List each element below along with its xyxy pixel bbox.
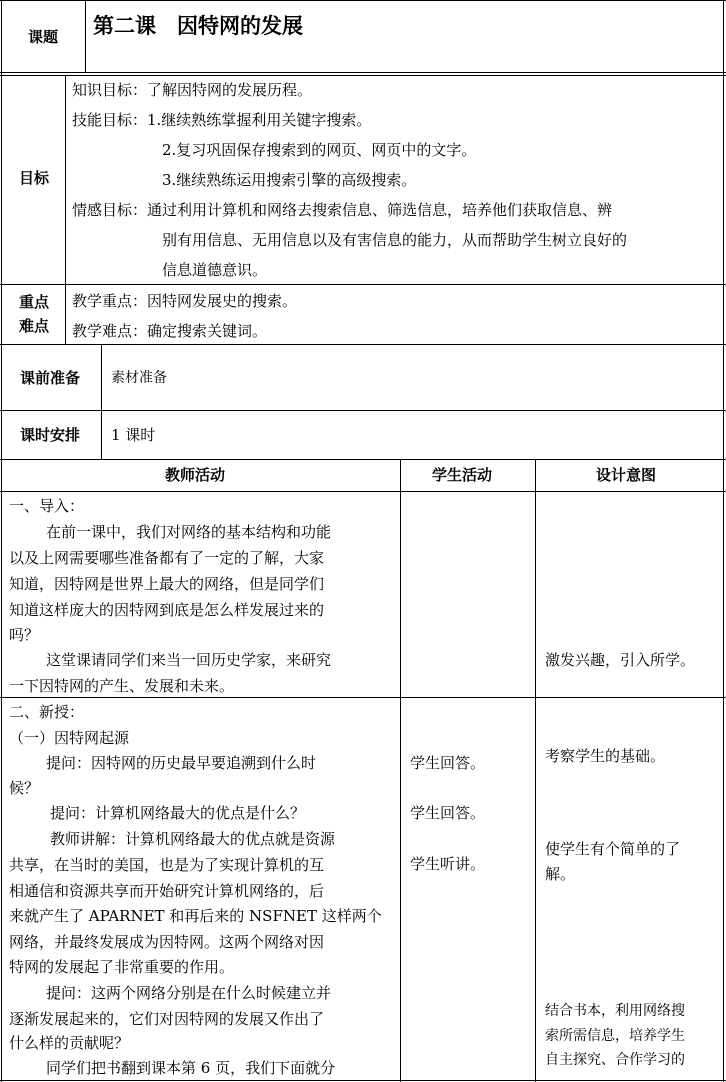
intro-line: 知道，因特网是世界上最大的网络，但是同学们 xyxy=(9,575,325,593)
table-border-right xyxy=(723,0,724,1082)
goal-emotion: 信息道德意识。 xyxy=(162,261,268,279)
new-line: 候？ xyxy=(9,779,40,797)
section-title: 一、导入： xyxy=(9,497,85,515)
intro-design: 激发兴趣，引入所学。 xyxy=(545,651,696,669)
new-line: 来就产生了 APARNET 和再后来的 NSFNET 这样两个 xyxy=(9,907,382,925)
col-divider xyxy=(535,459,536,1082)
keypoint-label: 重点 xyxy=(19,293,50,311)
row-divider xyxy=(0,410,726,411)
new-line: 相通信和资源共享而开始研究计算机网络的，后 xyxy=(9,882,325,900)
design-intent: 结合书本，利用网络搜 xyxy=(545,1003,685,1019)
new-line: 什么样的贡献呢？ xyxy=(9,1034,130,1052)
new-line: 教师讲解：计算机网络最大的优点就是资源 xyxy=(50,830,336,848)
col-header-teacher: 教师活动 xyxy=(165,466,226,484)
keypoint-label: 难点 xyxy=(19,317,50,335)
col-divider xyxy=(101,344,102,459)
intro-line: 这堂课请同学们来当一回历史学家，来研究 xyxy=(46,651,332,669)
table-border-left xyxy=(1,0,2,1082)
row-divider xyxy=(0,344,726,345)
intro-line: 在前一课中，我们对网络的基本结构和功能 xyxy=(46,523,332,541)
row-divider xyxy=(0,284,726,285)
col-header-student: 学生活动 xyxy=(432,466,493,484)
design-intent: 解。 xyxy=(545,865,576,883)
design-intent: 考察学生的基础。 xyxy=(545,747,666,765)
subsection-title: （一）因特网起源 xyxy=(9,729,130,747)
new-line: 网络，并最终发展成为因特网。这两个网络对因 xyxy=(9,933,325,951)
intro-line: 知道这样庞大的因特网到底是怎么样发展过来的 xyxy=(9,601,325,619)
row-divider xyxy=(0,491,726,492)
new-line: 提问：这两个网络分别是在什么时候建立并 xyxy=(46,984,332,1002)
row-divider xyxy=(0,75,726,76)
intro-line: 以及上网需要哪些准备都有了一定的了解，大家 xyxy=(9,549,325,567)
design-intent: 使学生有个简单的了 xyxy=(545,840,681,858)
new-line: 共享，在当时的美国，也是为了实现计算机的互 xyxy=(9,856,325,874)
hours-value: 1 课时 xyxy=(111,426,156,444)
teaching-focus: 教学重点：因特网发展史的搜索。 xyxy=(72,292,298,310)
hours-label: 课时安排 xyxy=(20,426,81,444)
goal-knowledge: 知识目标：了解因特网的发展历程。 xyxy=(72,81,313,99)
new-line: 特网的发展起了非常重要的作用。 xyxy=(9,958,235,976)
student-activity: 学生回答。 xyxy=(410,804,486,822)
topic-label: 课题 xyxy=(28,28,59,46)
goal-skill: 3.继续熟练运用搜索引擎的高级搜索。 xyxy=(162,171,417,189)
design-intent: 自主探究、合作学习的 xyxy=(545,1052,685,1068)
section-title: 二、新授： xyxy=(9,703,85,721)
row-divider xyxy=(0,1080,726,1081)
new-line: 提问：计算机网络最大的优点是什么？ xyxy=(50,804,306,822)
new-line: 同学们把书翻到课本第 6 页，我们下面就分 xyxy=(46,1059,336,1077)
col-divider xyxy=(65,75,66,344)
prep-label: 课前准备 xyxy=(20,369,81,387)
intro-line: 吗？ xyxy=(9,626,40,644)
goal-emotion: 情感目标：通过利用计算机和网络去搜索信息、筛选信息，培养他们获取信息、辨 xyxy=(72,201,613,219)
prep-value: 素材准备 xyxy=(111,370,167,386)
student-activity: 学生回答。 xyxy=(410,754,486,772)
teaching-difficulty: 教学难点：确定搜索关键词。 xyxy=(72,322,268,340)
goal-skill: 技能目标：1.继续熟练掌握利用关键字搜索。 xyxy=(72,111,372,129)
student-activity: 学生听讲。 xyxy=(410,855,486,873)
intro-line: 一下因特网的产生、发展和未来。 xyxy=(9,677,235,695)
table-border-top xyxy=(0,0,726,1)
goal-skill: 2.复习巩固保存搜索到的网页、网页中的文字。 xyxy=(162,141,477,159)
col-divider xyxy=(400,459,401,1082)
row-divider xyxy=(0,72,726,73)
goal-emotion: 别有用信息、无用信息以及有害信息的能力，从而帮助学生树立良好的 xyxy=(162,231,628,249)
row-divider xyxy=(0,697,726,698)
new-line: 提问：因特网的历史最早要追溯到什么时 xyxy=(46,754,317,772)
row-divider xyxy=(0,459,726,460)
goals-label: 目标 xyxy=(19,169,50,187)
new-line: 逐渐发展起来的，它们对因特网的发展又作出了 xyxy=(9,1010,325,1028)
col-header-design: 设计意图 xyxy=(596,466,657,484)
design-intent: 索所需信息，培养学生 xyxy=(545,1028,685,1044)
col-divider xyxy=(85,0,86,72)
page-title: 第二课 因特网的发展 xyxy=(93,14,303,38)
